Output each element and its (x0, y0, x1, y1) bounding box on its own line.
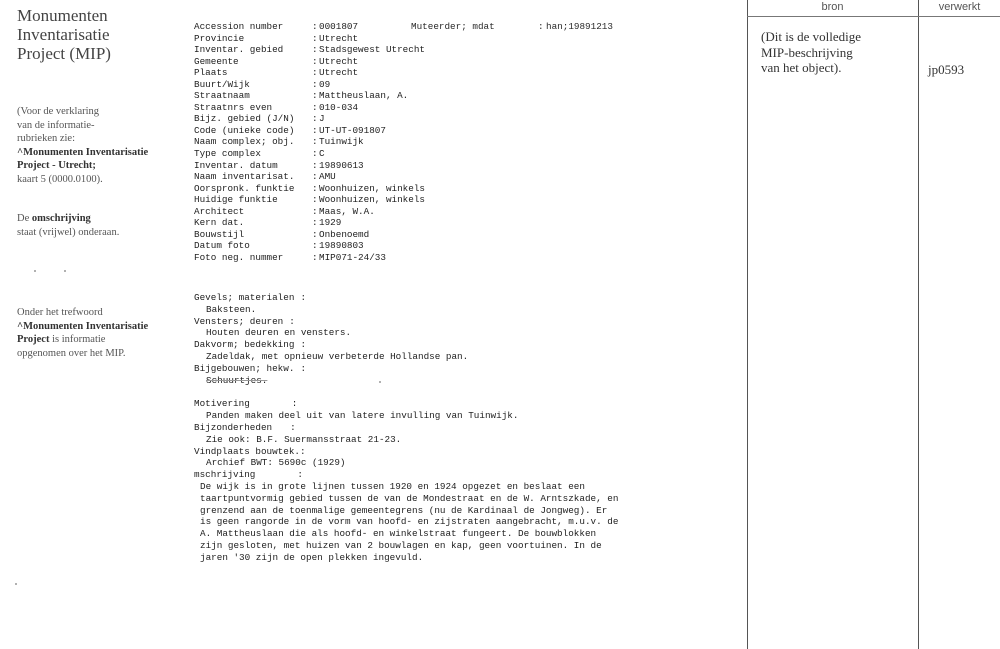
field-value: UT-UT-091807 (319, 124, 386, 136)
title-line-1: Monumenten (17, 6, 108, 25)
field-separator: : (312, 159, 318, 171)
field-label: Accession number (194, 21, 284, 32)
field-separator: : (312, 148, 318, 160)
description-line: zijn gesloten, met huizen van 2 bouwlagen en kap, geen voortuinen. In de (200, 539, 602, 551)
field-value: MIP071-24/33 (319, 251, 386, 263)
field-label: Straatnaam (194, 90, 250, 102)
field-separator: : (312, 251, 318, 263)
field-value: Woonhuizen, winkels (319, 194, 426, 206)
field-separator: : (312, 205, 318, 217)
field-label: Buurt/Wijk (194, 78, 250, 90)
field-label: Datum foto (194, 240, 250, 252)
scan-speck (64, 270, 66, 272)
field-label: Kern dat. (194, 217, 245, 229)
mutation-value: han;19891213 (546, 21, 613, 32)
title-line-3: Project (MIP) (17, 44, 111, 63)
field-separator: : (312, 136, 318, 148)
field-label: Inventar. gebied (194, 44, 284, 56)
field-separator: : (312, 113, 318, 125)
section-vindplaats: Vindplaats bouwtek.: Archief BWT: 5690c (1929) (194, 445, 346, 469)
field-value: Utrecht (319, 55, 359, 67)
description-line: is geen rangorde in de vorm van hoofd- en zijstraten aangebracht, m.u.v. de (200, 516, 619, 528)
record-sections (194, 292, 714, 576)
description-line: A. Mattheuslaan die als hoofd- en winkelstraat fungeert. De bouwblokken (200, 528, 597, 540)
field-value: 19890803 (319, 240, 364, 252)
section-dakvorm: Dakvorm; bedekking : Zadeldak, met opnieuw verbeterde Hollandse pan. (194, 339, 469, 362)
description-line: De wijk is in grote lijnen tussen 1920 en 1924 opgezet en beslaat een (200, 480, 585, 492)
field-label: Naam complex; obj. (194, 136, 295, 148)
field-separator: : (312, 90, 318, 102)
column-divider (918, 0, 919, 649)
field-separator: : (312, 124, 318, 136)
field-label: Foto neg. nummer (194, 251, 284, 263)
field-value: Maas, W.A. (319, 205, 375, 217)
field-value: Utrecht (319, 32, 359, 44)
field-value: Tuinwijk (319, 136, 364, 148)
field-separator: : (312, 78, 318, 90)
field-label: Bouwstijl (194, 228, 245, 240)
note-omschrijving: De omschrijving staat (vrijwel) onderaan. (17, 213, 120, 238)
field-label: Straatnrs even (194, 101, 273, 113)
field-separator: : (312, 182, 318, 194)
field-label: Plaats (194, 67, 228, 79)
field-value: 0001807 (319, 21, 359, 32)
field-label: Gemeente (194, 55, 239, 67)
section-gevels: Gevels; materialen : Baksteen. (194, 292, 307, 315)
header-rule (747, 16, 1000, 17)
section-omschrijving: mschrijving : De wijk is in grote lijnen tussen 1920 en 1924 opgezet en beslaat een taartpuntvormig gebied tussen de van de Mondestraat en de W. Arntszkade, en grenzend aan de toenmalige gemeentegrens (nu de Kardinaal de Jongweg). Er is geen rangorde in de vorm van hoofd- en zijstraten aangebracht, m.u.v. de A. Mattheuslaan die als hoofd- en winkelstraat fungeert. De bouwblokken zijn gesloten, met huizen van 2 bouwlagen en kap, geen voortuinen. In de jaren '30 zijn de open plekken ingevuld. (194, 469, 714, 563)
field-value: AMU (319, 171, 336, 183)
mip-title (17, 6, 177, 63)
verwerkt-code: jp0593 (928, 62, 965, 77)
field-label: Code (unieke code) (194, 124, 295, 136)
field-separator: : (312, 55, 318, 67)
note-verklaring: (Voor de verklaring van de informatie- rubrieken zie: ^Monumenten Inventarisatie Project - Utrecht; kaart 5 (0000.0100). (17, 106, 149, 185)
field-value: J (319, 113, 325, 125)
field-label: Bijz. gebied (J/N) (194, 113, 295, 125)
field-value: C (319, 148, 325, 160)
field-separator: : (312, 194, 318, 206)
field-separator: : (312, 228, 318, 240)
description-line: jaren '30 zijn de open plekken ingevuld. (200, 551, 424, 563)
section-bijzonderheden: Bijzonderheden : Zie ook: B.F. Suermansstraat 21-23. (194, 421, 402, 445)
description-line: grenzend aan de toenmalige gemeentegrens (nu de Kardinaal de Jongweg). Er (200, 504, 608, 516)
field-separator: : (312, 240, 318, 252)
field-label: Inventar. datum (194, 159, 278, 171)
mutation-label: Muteerder; mdat (411, 21, 495, 32)
mutation-separator: : (538, 21, 544, 32)
field-label: Provincie (194, 32, 245, 44)
left-column (17, 6, 177, 63)
field-separator: : (312, 67, 318, 79)
field-label: Huidige funktie (194, 194, 278, 206)
section-bijgebouwen: Bijgebouwen; hekw. : Schuurtjes. (194, 362, 307, 386)
field-separator: : (312, 217, 318, 229)
field-value: Stadsgewest Utrecht (319, 44, 426, 56)
header-bron: bron (821, 1, 844, 13)
section-vensters: Vensters; deuren : Houten deuren en vensters. (194, 315, 352, 339)
description-text (194, 481, 714, 564)
field-label: Oorspronk. funktie (194, 182, 295, 194)
field-value: 09 (319, 78, 331, 90)
column-divider (747, 0, 748, 649)
scan-speck (15, 583, 17, 585)
header-verwerkt: verwerkt (938, 1, 981, 13)
field-value: 19890613 (319, 159, 364, 171)
section-motivering: Motivering : Panden maken deel uit van latere invulling van Tuinwijk. (194, 398, 519, 422)
description-line: taartpuntvormig gebied tussen de van de Mondestraat en de W. Arntszkade, en (200, 492, 619, 504)
field-value: Utrecht (319, 67, 359, 79)
field-value: Onbenoemd (319, 228, 370, 240)
field-separator: : (312, 101, 318, 113)
field-value: 010-034 (319, 101, 359, 113)
field-label: Naam inventarisat. (194, 171, 295, 183)
field-label: Architect (194, 205, 245, 217)
field-separator: : (312, 171, 318, 183)
field-separator: : (312, 32, 318, 44)
field-value: 1929 (319, 217, 342, 229)
bron-note: (Dit is de volledige MIP-beschrijving van het object). (761, 29, 862, 75)
field-label: Type complex (194, 148, 261, 160)
field-value: Woonhuizen, winkels (319, 182, 426, 194)
field-separator: : (312, 44, 318, 56)
field-value: Mattheuslaan, A. (319, 90, 409, 102)
field-separator: : (312, 21, 318, 32)
title-line-2: Inventarisatie (17, 25, 110, 44)
scan-speck (34, 270, 36, 272)
note-trefwoord: Onder het trefwoord ^Monumenten Inventarisatie Project is informatie opgenomen over het MIP. (17, 307, 149, 359)
